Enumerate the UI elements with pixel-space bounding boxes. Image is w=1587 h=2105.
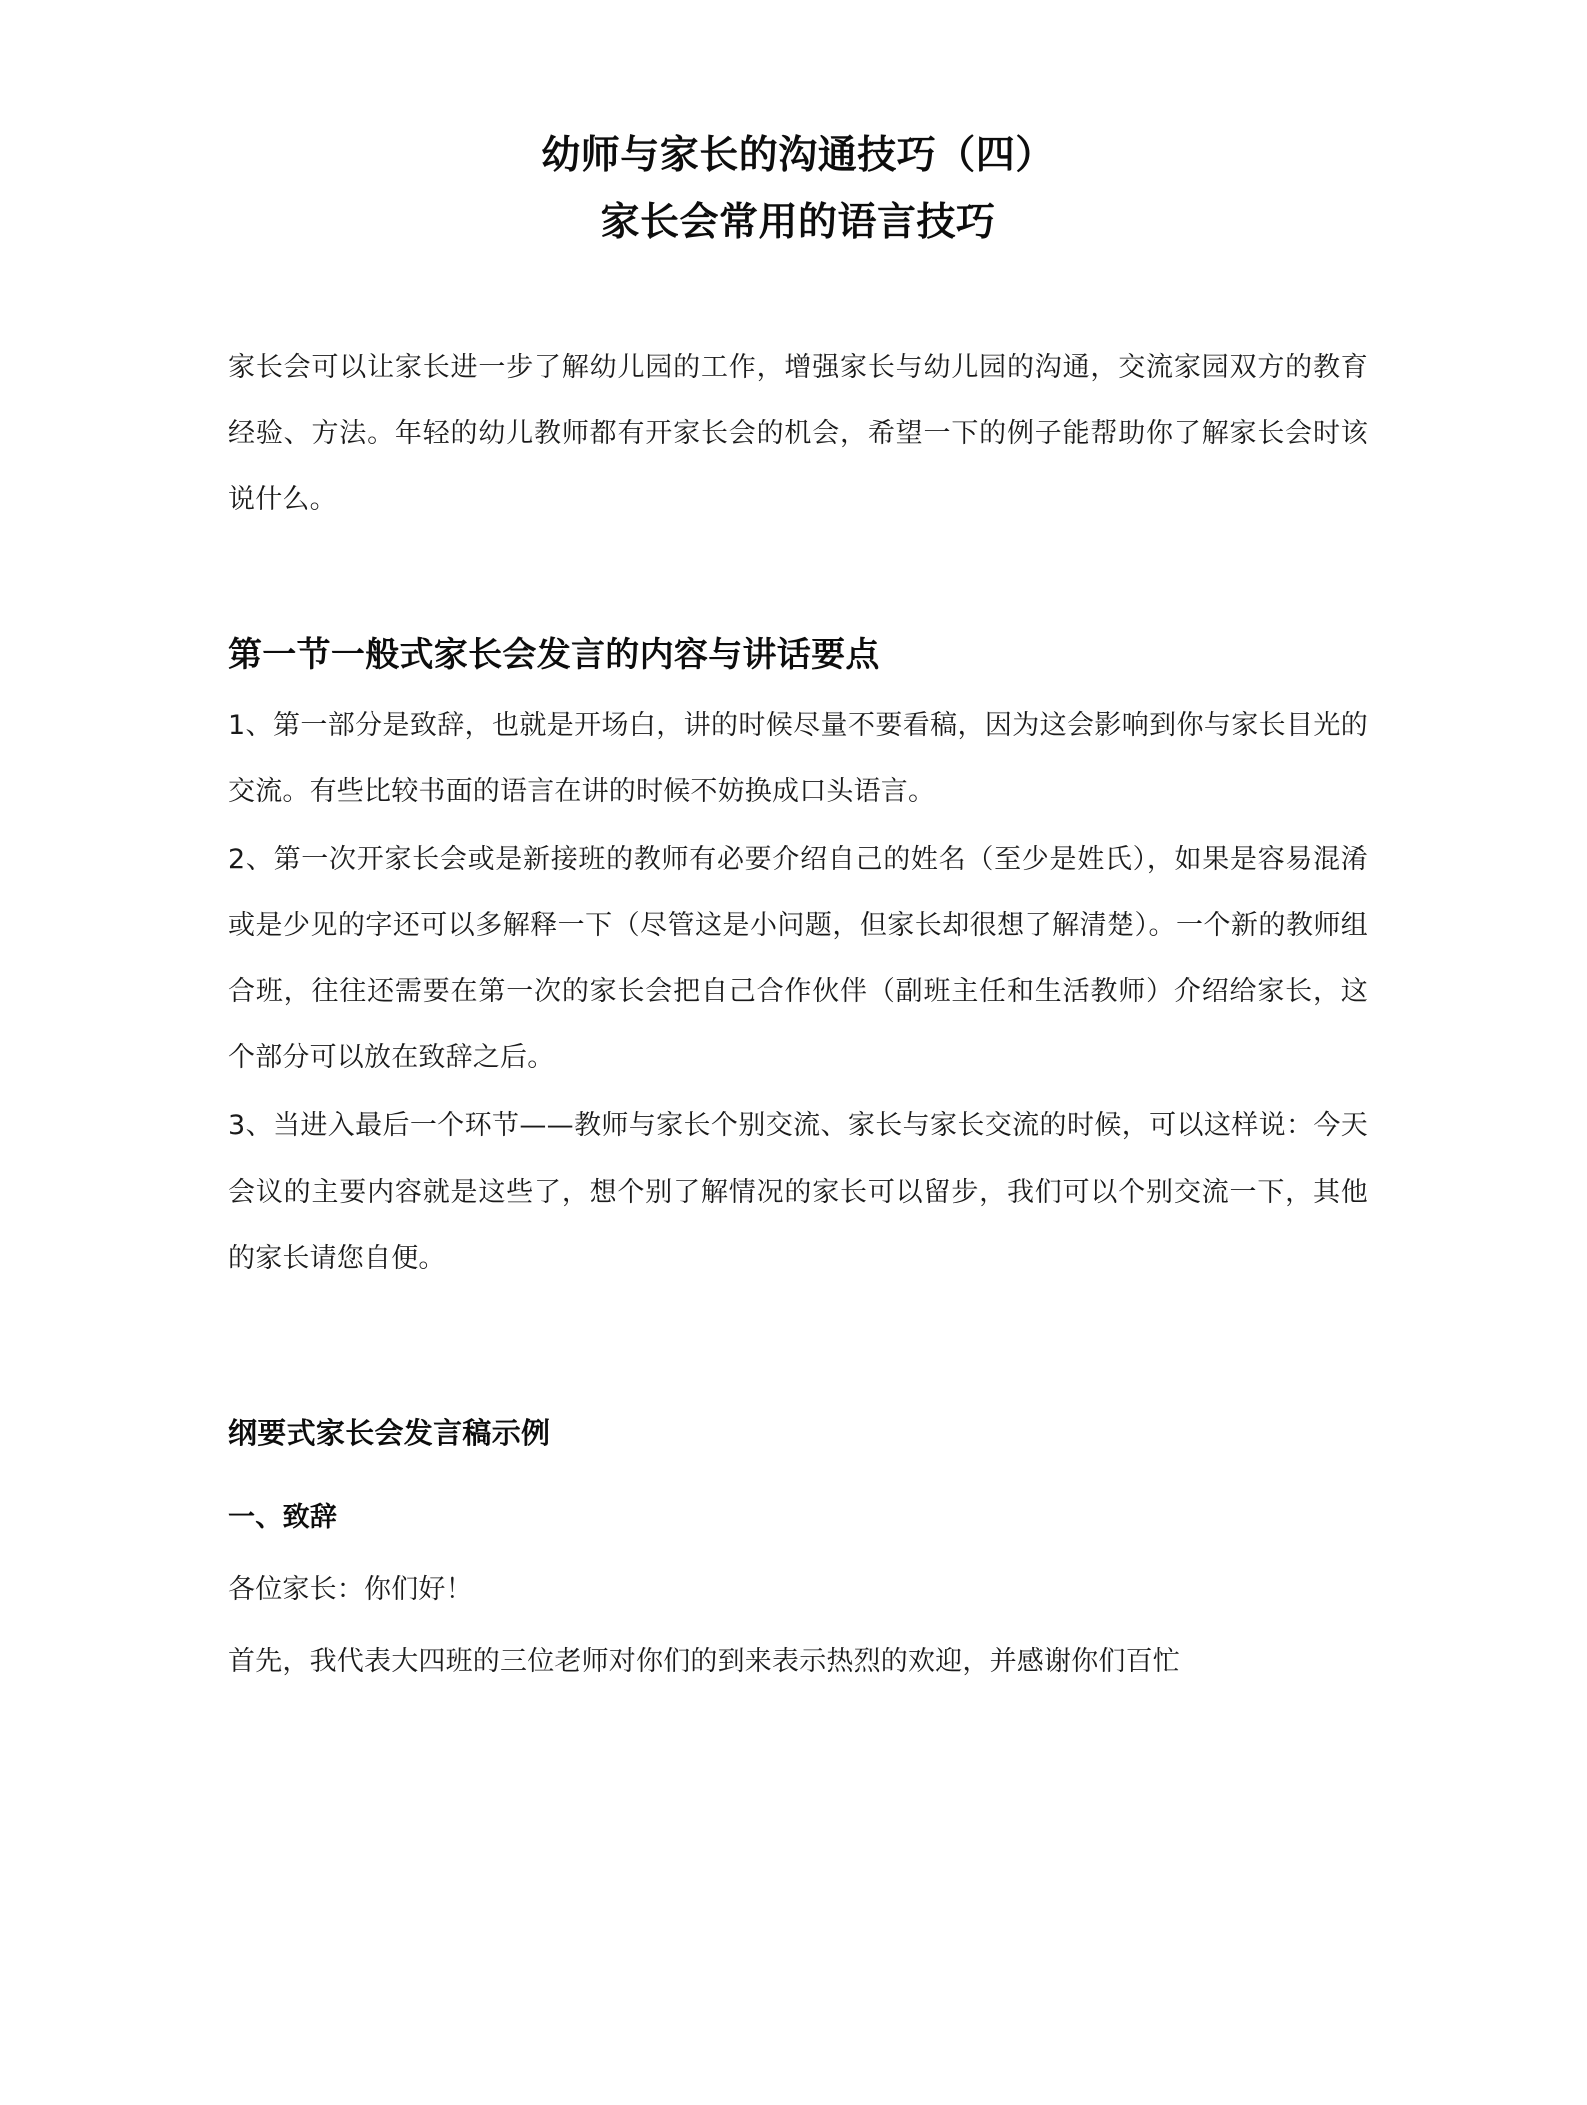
- closing-paragraph: 首先，我代表大四班的三位老师对你们的到来表示热烈的欢迎，并感谢你们百忙: [228, 1646, 1180, 1678]
- numbered-item-2: 2、第一次开家长会或是新接班的教师有必要介绍自己的姓名（至少是姓氏），如果是容易混淆或是少见的字还可以多解释一下（尽管这是小问题，但家长却很想了解清楚）。一个新的教师组合班，往往还需要在第一次的家长会把自己合作伙伴（副班主任和生活教师）介绍给家长，这个部分可以放在致辞之后。: [228, 843, 1368, 1074]
- document-title-line-2: 家长会常用的语言技巧: [600, 199, 996, 245]
- intro-paragraph: 家长会可以让家长进一步了解幼儿园的工作，增强家长与幼儿园的沟通，交流家园双方的教育经验、方法。年轻的幼儿教师都有开家长会的机会，希望一下的例子能帮助你了解家长会时该说什么。: [228, 352, 1368, 516]
- subsection-heading-speech: 一、致辞: [228, 1502, 338, 1534]
- document-content: [228, 0, 1368, 1689]
- section-heading-first-section: 第一节一般式家长会发言的内容与讲话要点: [228, 634, 880, 675]
- intro-block: [228, 335, 1368, 533]
- numbered-item-1: 1、第一部分是致辞，也就是开场白，讲的时候尽量不要看稿，因为这会影响到你与家长目光的交流。有些比较书面的语言在讲的时候不妨换成口头语言。: [228, 709, 1368, 807]
- document-title-line-1: 幼师与家长的沟通技巧（四）: [541, 133, 1055, 178]
- outline-example-heading: 纲要式家长会发言稿示例: [228, 1415, 551, 1450]
- greeting-line: 各位家长：你们好！: [228, 1574, 473, 1606]
- numbered-item-3: 3、当进入最后一个环节——教师与家长个别交流、家长与家长交流的时候，可以这样说：今天会议的主要内容就是这些了，想个别了解情况的家长可以留步，我们可以个别交流一下，其他的家长请您自便。: [228, 1110, 1368, 1274]
